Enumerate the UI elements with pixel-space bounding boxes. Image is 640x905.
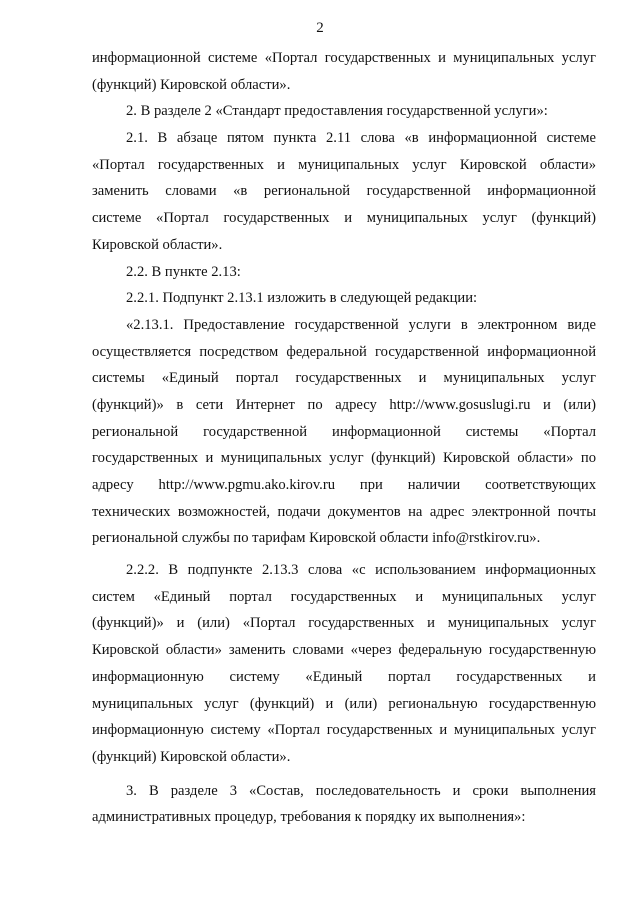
- page-number: 2: [316, 20, 324, 36]
- text-line: осуществляется посредством федеральной государственной информационной: [92, 343, 596, 360]
- text-line: (функций)» в сети Интернет по адресу http://www.gosuslugi.ru и (или): [92, 396, 596, 413]
- text-line: «Портал государственных и муниципальных услуг Кировской области»: [92, 156, 596, 173]
- text-line: 2.2. В пункте 2.13:: [126, 263, 241, 280]
- text-line: Кировской области».: [92, 236, 223, 253]
- text-line: информационной системе «Портал государственных и муниципальных услуг: [92, 50, 596, 66]
- text-line: информационную систему «Портал государственных и муниципальных услуг: [92, 722, 596, 739]
- text-line: 2.2.1. Подпункт 2.13.1 изложить в следующей редакции:: [126, 290, 478, 307]
- text-line: региональной службы по тарифам Кировской области info@rstkirov.ru».: [92, 530, 541, 547]
- text-line: 2. В разделе 2 «Стандарт предоставления государственной услуги»:: [126, 103, 548, 120]
- text-line: государственных и муниципальных услуг (функций) Кировской области» по: [92, 450, 596, 467]
- document-body: [92, 45, 596, 831]
- text-line: муниципальных услуг (функций) и (или) региональную государственную: [92, 695, 596, 712]
- text-line: системы «Единый портал государственных и муниципальных услуг: [92, 370, 596, 387]
- text-line: систем «Единый портал государственных и муниципальных услуг: [92, 588, 596, 605]
- text-line: информационную систему «Единый портал государственных и: [92, 668, 596, 685]
- text-line: административных процедур, требования к порядку их выполнения»:: [92, 809, 526, 826]
- text-line: (функций) Кировской области».: [92, 748, 291, 765]
- text-line: (функций) Кировской области».: [92, 76, 291, 93]
- text-line: 2.1. В абзаце пятом пункта 2.11 слова «в информационной системе: [126, 130, 596, 147]
- text-line: системе «Портал государственных и муниципальных услуг (функций): [92, 210, 596, 227]
- text-line: адресу http://www.pgmu.ako.kirov.ru при наличии соответствующих: [92, 477, 596, 493]
- text-line: технических возможностей, подачи документов на адрес электронной почты: [92, 503, 596, 520]
- text-line: региональной государственной информационной системы «Портал: [92, 423, 596, 440]
- text-line: заменить словами «в региональной государственной информационной: [92, 183, 596, 200]
- text-line: «2.13.1. Предоставление государственной услуги в электронном виде: [126, 316, 596, 333]
- text-line: (функций)» и (или) «Портал государственных и муниципальных услуг: [92, 615, 596, 632]
- text-line: 2.2.2. В подпункте 2.13.3 слова «с использованием информационных: [126, 562, 596, 579]
- text-line: Кировской области» заменить словами «через федеральную государственную: [92, 642, 596, 659]
- text-line: 3. В разделе 3 «Состав, последовательность и сроки выполнения: [126, 782, 596, 799]
